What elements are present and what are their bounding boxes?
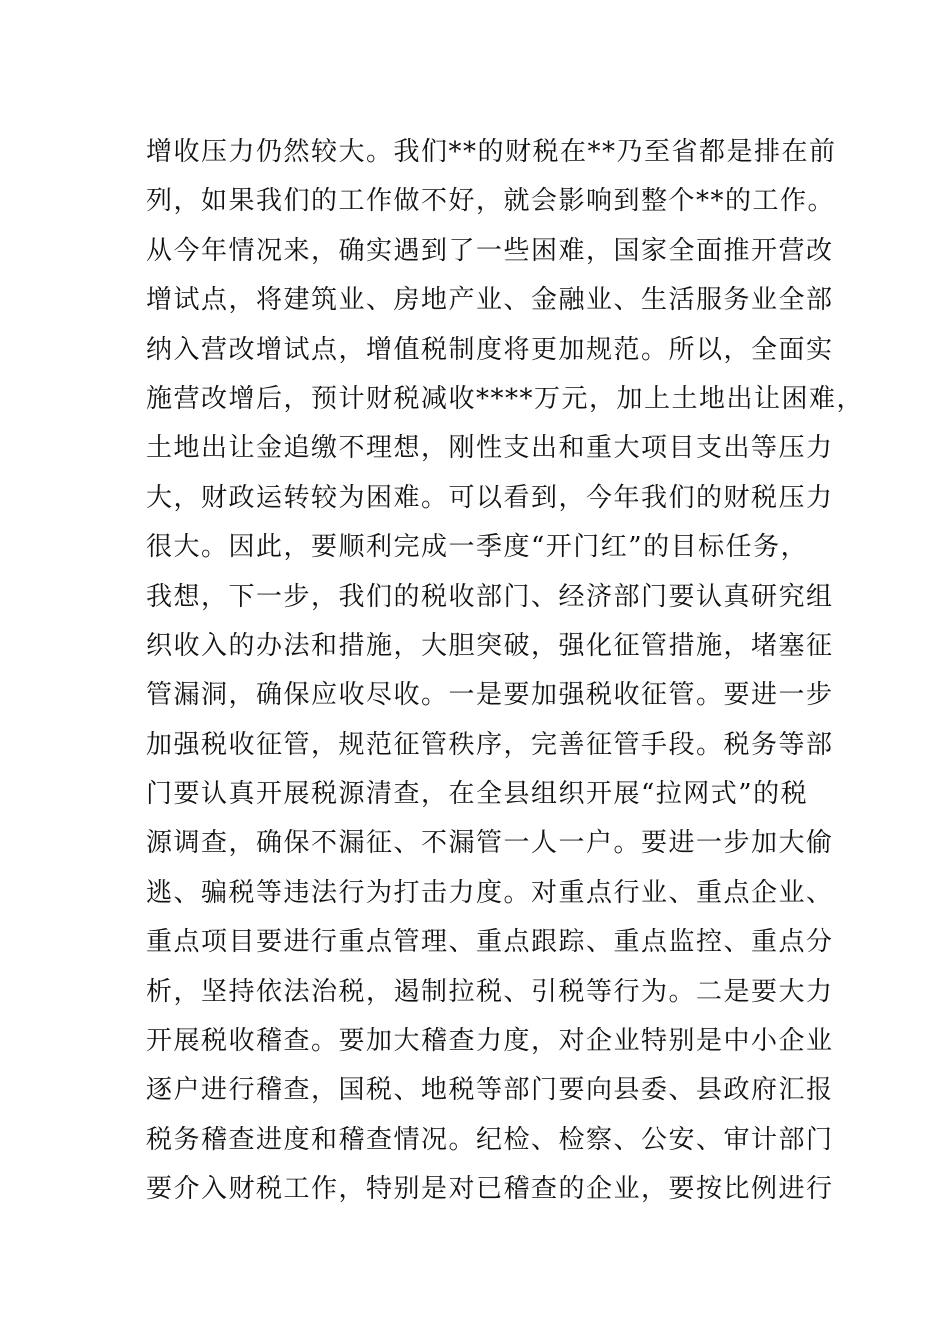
text-line: 要介入财税工作，特别是对已稽查的企业，要按比例进行 bbox=[146, 1174, 834, 1205]
text-line: 我想，下一步，我们的税收部门、经济部门要认真研究组 bbox=[146, 581, 834, 612]
text-line: 开展税收稽查。要加大稽查力度，对企业特别是中小企业 bbox=[146, 1026, 834, 1057]
text-line: 逐户进行稽查，国税、地税等部门要向县委、县政府汇报 bbox=[146, 1075, 834, 1106]
text-line: 织收入的办法和措施，大胆突破，强化征管措施，堵塞征 bbox=[146, 630, 834, 661]
text-line: 加强税收征管，规范征管秩序，完善征管手段。税务等部 bbox=[146, 729, 834, 760]
text-line: 源调查，确保不漏征、不漏管一人一户。要进一步加大偷 bbox=[146, 828, 834, 859]
text-line: 列，如果我们的工作做不好，就会影响到整个**的工作。 bbox=[146, 186, 836, 217]
text-line: 重点项目要进行重点管理、重点跟踪、重点监控、重点分 bbox=[146, 927, 834, 958]
text-line: 从今年情况来，确实遇到了一些困难，国家全面推开营改 bbox=[146, 235, 834, 266]
text-line: 税务稽查进度和稽查情况。纪检、检察、公安、审计部门 bbox=[146, 1124, 834, 1155]
text-line: 增收压力仍然较大。我们**的财税在**乃至省都是排在前 bbox=[146, 137, 837, 167]
text-line: 门要认真开展税源清查，在全县组织开展“拉网式”的税 bbox=[146, 779, 809, 810]
text-line: 纳入营改增试点，增值税制度将更加规范。所以，全面实 bbox=[146, 334, 834, 365]
text-line: 逃、骗税等违法行为打击力度。对重点行业、重点企业、 bbox=[146, 877, 834, 908]
text-line: 土地出让金追缴不理想，刚性支出和重大项目支出等压力 bbox=[146, 433, 834, 464]
body-text bbox=[146, 128, 865, 1215]
text-line: 施营改增后，预计财税减收****万元，加上土地出让困难， bbox=[146, 383, 865, 414]
text-line: 大，财政运转较为困难。可以看到，今年我们的财税压力 bbox=[146, 482, 834, 513]
text-line: 析，坚持依法治税，遏制拉税、引税等行为。二是要大力 bbox=[146, 976, 834, 1007]
text-line: 增试点，将建筑业、房地产业、金融业、生活服务业全部 bbox=[146, 285, 834, 316]
text-line: 管漏洞，确保应收尽收。一是要加强税收征管。要进一步 bbox=[146, 680, 834, 711]
text-line: 很大。因此，要顺利完成一季度“开门红”的目标任务， bbox=[146, 532, 809, 563]
